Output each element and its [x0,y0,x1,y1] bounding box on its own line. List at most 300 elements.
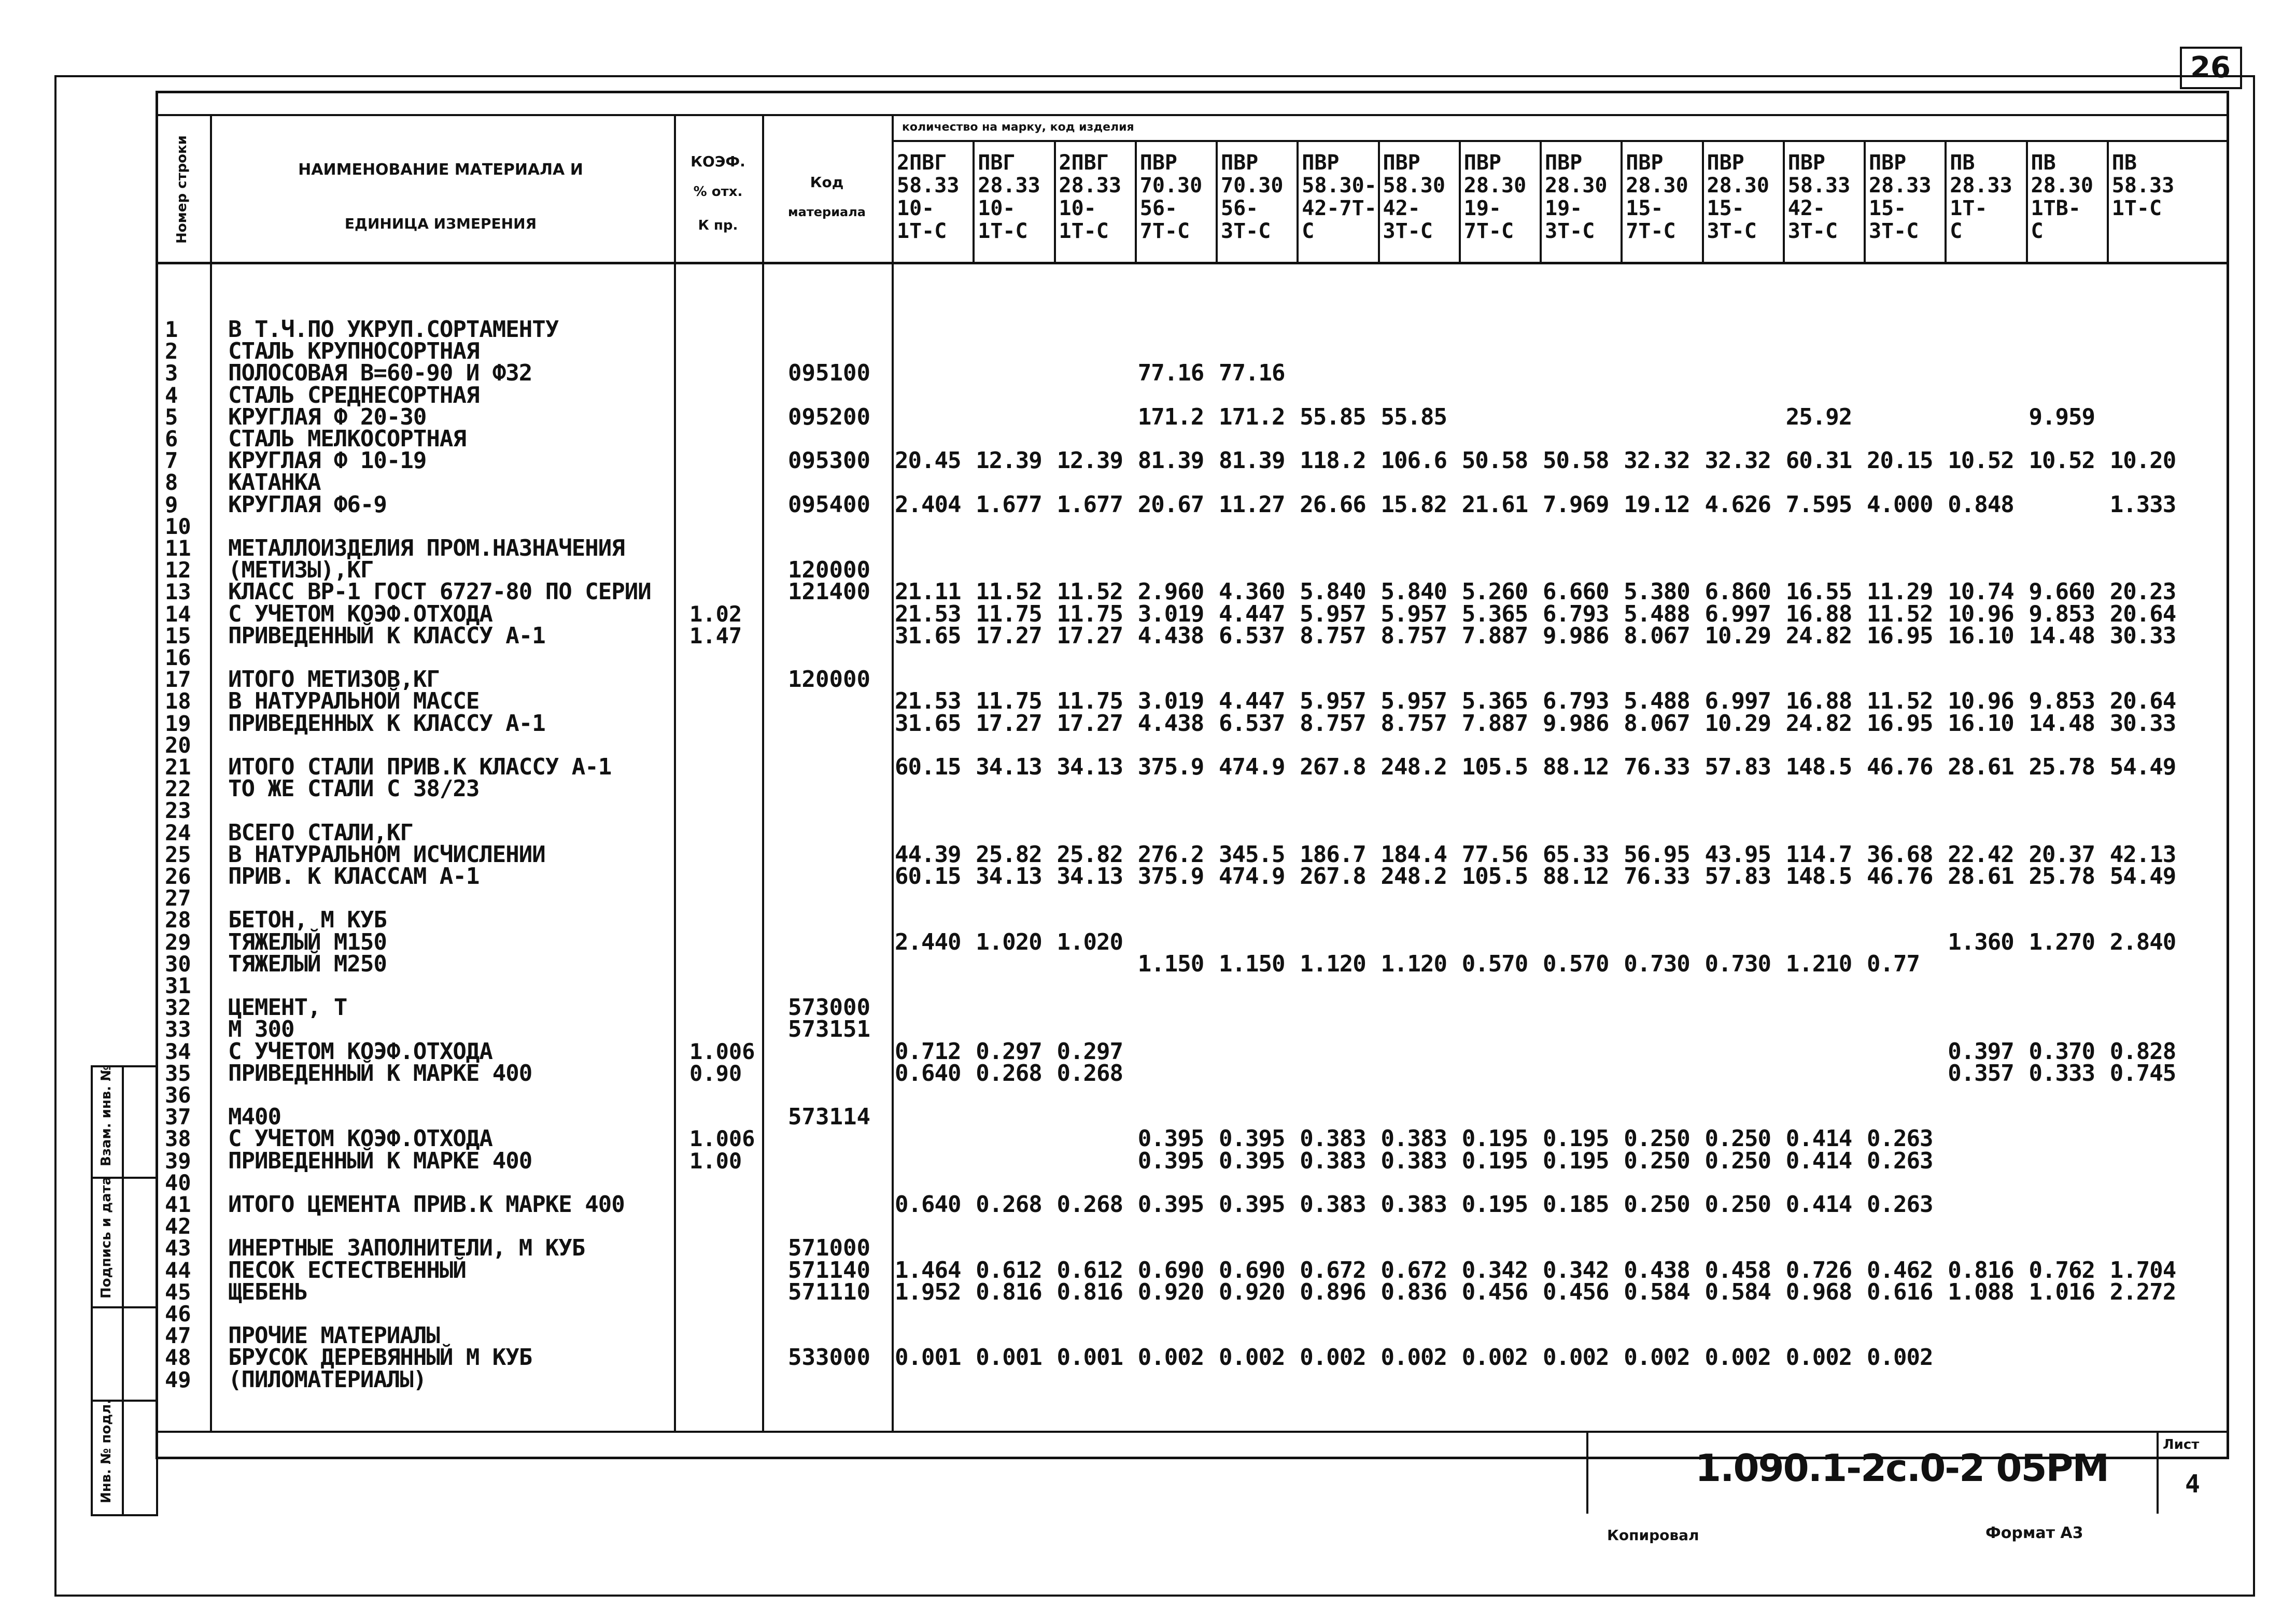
row-quantity-cell: 22.42 [1948,841,2014,868]
column-header-line: 1Т-С [978,219,1028,243]
column-header-line: 70.30 [1221,174,1284,198]
row-quantity-cell: 1.016 [2029,1278,2095,1305]
row-quantity-cell: 28.61 [1948,754,2014,780]
row-quantity-cell: 31.65 [895,710,961,737]
row-quantity-cell: 0.397 [1948,1038,2014,1065]
row-quantity-cell: 16.10 [1948,710,2014,737]
row-material-name: ПОЛОСОВАЯ В=60-90 И Ф32 [228,360,532,387]
row-material-name: КРУГЛАЯ Ф6-9 [228,491,387,518]
row-material-name: ИНЕРТНЫЕ ЗАПОЛНИТЕЛИ, М КУБ [228,1235,585,1262]
row-material-name: ПРИВ. К КЛАССАМ А-1 [228,863,480,890]
row-quantity-cell: 11.52 [1867,688,1933,715]
row-quantity-cell: 0.383 [1381,1191,1447,1218]
row-number: 40 [165,1169,191,1195]
row-quantity-cell: 0.342 [1543,1257,1609,1284]
row-quantity-cell: 0.333 [2029,1060,2095,1087]
row-number: 22 [165,776,191,802]
row-quantity-cell: 88.12 [1543,863,1609,890]
column-header-line: ПВ [1950,151,1975,175]
row-quantity-cell: 0.250 [1624,1125,1690,1152]
row-quantity-cell: 0.395 [1137,1147,1204,1174]
row-quantity-cell: 15.82 [1381,491,1447,518]
row-number: 2 [165,338,178,364]
copied-label: Копировал [1607,1527,1699,1544]
row-quantity-cell: 0.968 [1785,1278,1852,1305]
row-number: 11 [165,535,191,561]
row-quantity-cell: 0.828 [2109,1038,2176,1065]
row-material-name: СТАЛЬ СРЕДНЕСОРТНАЯ [228,382,480,408]
row-number: 5 [165,404,178,430]
row-quantity-cell: 16.95 [1867,710,1933,737]
row-coefficient: 1.006 [689,1038,755,1064]
row-number: 42 [165,1214,191,1239]
row-quantity-cell: 30.33 [2109,710,2176,737]
row-quantity-cell: 20.45 [895,447,961,474]
row-quantity-cell: 0.268 [1057,1191,1123,1218]
column-header-line: 15- [1869,196,1907,220]
row-quantity-cell: 56.95 [1624,841,1690,868]
row-number: 19 [165,710,191,736]
row-number: 48 [165,1345,191,1371]
row-quantity-cell: 267.8 [1300,863,1366,890]
column-header-line: 28.30 [1626,174,1688,198]
column-header-line: 42- [1787,196,1825,220]
row-quantity-cell: 0.456 [1461,1278,1528,1305]
row-quantity-cell: 10.74 [1948,579,2014,605]
row-quantity-cell: 0.612 [976,1257,1042,1284]
row-quantity-cell: 1.120 [1381,950,1447,977]
row-quantity-cell: 6.660 [1543,579,1609,605]
row-quantity-cell: 248.2 [1381,754,1447,780]
row-quantity-cell: 8.067 [1624,622,1690,649]
row-quantity-cell: 0.712 [895,1038,961,1065]
row-material-name: БРУСОК ДЕРЕВЯННЫЙ М КУБ [228,1344,532,1371]
row-number: 4 [165,382,178,408]
row-number: 16 [165,645,191,670]
row-quantity-cell: 0.730 [1624,950,1690,977]
row-quantity-cell: 0.395 [1219,1125,1285,1152]
column-header-line: ПВР [1221,151,1259,175]
row-number: 23 [165,798,191,824]
row-quantity-cell: 11.52 [976,579,1042,605]
row-quantity-cell: 9.986 [1543,710,1609,737]
row-quantity-cell: 0.570 [1461,950,1528,977]
row-quantity-cell: 9.986 [1543,622,1609,649]
column-header-line: 15- [1626,196,1664,220]
column-header-line: 58.30- [1302,174,1377,198]
row-quantity-cell: 57.83 [1705,754,1771,780]
list-number: 4 [2185,1470,2200,1499]
row-quantity-cell: 4.447 [1219,688,1285,715]
row-quantity-cell: 248.2 [1381,863,1447,890]
column-header-line: ПВР [1707,151,1744,175]
column-header-line: 42-7Т- [1302,196,1377,220]
row-quantity-cell: 0.001 [1057,1344,1123,1371]
format-label: Формат А3 [1985,1524,2083,1542]
row-quantity-cell: 118.2 [1300,447,1366,474]
column-header-line: 28.30 [2031,174,2093,198]
row-quantity-cell: 57.83 [1705,863,1771,890]
row-quantity-cell: 0.672 [1300,1257,1366,1284]
row-quantity-cell: 30.33 [2109,622,2176,649]
column-divider [1702,140,1704,262]
column-divider [1135,140,1137,262]
row-quantity-cell: 54.49 [2109,754,2176,780]
row-quantity-cell: 5.957 [1300,600,1366,627]
row-quantity-cell: 43.95 [1705,841,1771,868]
row-quantity-cell: 16.88 [1785,688,1852,715]
column-divider [1378,140,1380,262]
row-quantity-cell: 21.61 [1461,491,1528,518]
row-number: 36 [165,1082,191,1108]
column-header-line: 28.33 [1950,174,2012,198]
row-quantity-cell: 5.840 [1300,579,1366,605]
row-quantity-cell: 21.53 [895,600,961,627]
column-divider [2026,140,2028,262]
row-quantity-cell: 0.690 [1137,1257,1204,1284]
row-quantity-cell: 0.640 [895,1060,961,1087]
row-material-name: КРУГЛАЯ Ф 20-30 [228,403,427,430]
row-quantity-cell: 0.268 [976,1191,1042,1218]
row-quantity-cell: 5.957 [1381,688,1447,715]
column-header-line: С [2031,219,2044,243]
row-quantity-cell: 14.48 [2029,710,2095,737]
row-quantity-cell: 0.438 [1624,1257,1690,1284]
row-quantity-cell: 0.195 [1543,1147,1609,1174]
column-divider [1459,140,1461,262]
row-quantity-cell: 2.404 [895,491,961,518]
column-header-line: 70.30 [1139,174,1203,198]
row-quantity-cell: 6.997 [1705,688,1771,715]
column-header-line: 1ТВ- [2031,196,2081,220]
row-quantity-cell: 1.952 [895,1278,961,1305]
row-quantity-cell: 0.848 [1948,491,2014,518]
row-quantity-cell: 36.68 [1867,841,1933,868]
row-quantity-cell: 0.672 [1381,1257,1447,1284]
sheet-number: 26 [2190,51,2231,84]
column-header-line: 3Т-С [1869,219,1919,243]
column-header-line: 28.30 [1545,174,1608,198]
row-material-name: ПРИВЕДЕННЫЙ К МАРКЕ 400 [228,1147,532,1174]
row-quantity-cell: 0.383 [1300,1191,1366,1218]
row-material-name: МЕТАЛЛОИЗДЕЛИЯ ПРОМ.НАЗНАЧЕНИЯ [228,535,625,561]
row-quantity-cell: 0.263 [1867,1191,1933,1218]
row-quantity-cell: 0.002 [1543,1344,1609,1371]
row-quantity-cell: 77.16 [1219,360,1285,387]
row-quantity-cell: 50.58 [1543,447,1609,474]
row-quantity-cell: 0.612 [1057,1257,1123,1284]
row-quantity-cell: 0.002 [1867,1344,1933,1371]
column-header-line: ПВР [1383,151,1420,175]
row-quantity-cell: 25.82 [976,841,1042,868]
row-quantity-cell: 267.8 [1300,754,1366,780]
row-quantity-cell: 0.002 [1624,1344,1690,1371]
row-material-name: ВСЕГО СТАЛИ,КГ [228,819,413,846]
column-header-line: 56- [1139,196,1177,220]
row-quantity-cell: 7.887 [1461,622,1528,649]
row-quantity-cell: 5.488 [1624,600,1690,627]
row-quantity-cell: 10.52 [1948,447,2014,474]
column-header-line: 1Т-С [1059,219,1109,243]
row-quantity-cell: 1.210 [1785,950,1852,977]
column-divider [1945,140,1947,262]
row-coefficient: 1.02 [689,601,742,627]
row-quantity-cell: 0.250 [1705,1125,1771,1152]
row-number: 33 [165,1017,191,1042]
row-quantity-cell: 20.15 [1867,447,1933,474]
row-quantity-cell: 25.82 [1057,841,1123,868]
column-header-line: 58.33 [897,174,960,198]
row-quantity-cell: 76.33 [1624,863,1690,890]
coef-header-line3: К пр. [698,218,738,233]
row-quantity-cell: 3.019 [1137,688,1204,715]
row-quantity-cell: 0.730 [1705,950,1771,977]
row-quantity-cell: 5.840 [1381,579,1447,605]
row-quantity-cell: 20.67 [1137,491,1204,518]
column-header-line: С [1302,219,1315,243]
row-quantity-cell: 24.82 [1785,710,1852,737]
row-quantity-cell: 6.860 [1705,579,1771,605]
row-material-code: 095200 [788,403,870,430]
row-quantity-cell: 2.440 [895,928,961,955]
row-quantity-cell: 21.11 [895,579,961,605]
row-number: 18 [165,688,191,714]
row-quantity-cell: 6.537 [1219,622,1285,649]
column-divider [1621,140,1623,262]
row-quantity-cell: 32.32 [1624,447,1690,474]
row-number: 30 [165,951,191,977]
row-quantity-cell: 0.745 [2109,1060,2176,1087]
row-quantity-cell: 8.757 [1300,622,1366,649]
row-quantity-cell: 0.726 [1785,1257,1852,1284]
footer-list-divider [2157,1431,2159,1514]
row-quantity-cell: 34.13 [1057,863,1123,890]
row-quantity-cell: 76.33 [1624,754,1690,780]
row-quantity-cell: 0.195 [1543,1125,1609,1152]
row-quantity-cell: 12.39 [1057,447,1123,474]
row-quantity-cell: 28.61 [1948,863,2014,890]
column-header-line: 58.33 [1787,174,1851,198]
row-quantity-cell: 148.5 [1785,754,1852,780]
row-quantity-cell: 0.816 [1057,1278,1123,1305]
column-header-line: 3Т-С [1383,219,1433,243]
row-number: 43 [165,1235,191,1261]
row-number: 13 [165,579,191,605]
row-quantity-cell: 19.12 [1624,491,1690,518]
row-number: 29 [165,929,191,955]
row-quantity-cell: 26.66 [1300,491,1366,518]
row-quantity-cell: 171.2 [1219,403,1285,430]
side-podpis: Подпись и дата [98,1176,114,1299]
row-quantity-cell: 0.357 [1948,1060,2014,1087]
row-quantity-cell: 60.15 [895,754,961,780]
row-quantity-cell: 2.960 [1137,579,1204,605]
row-quantity-cell: 106.6 [1381,447,1447,474]
row-quantity-cell: 0.383 [1300,1125,1366,1152]
row-quantity-cell: 0.250 [1624,1191,1690,1218]
row-quantity-cell: 0.002 [1381,1344,1447,1371]
row-number: 24 [165,820,191,845]
row-quantity-cell: 81.39 [1219,447,1285,474]
row-quantity-cell: 11.29 [1867,579,1933,605]
row-quantity-cell: 0.395 [1219,1147,1285,1174]
row-quantity-cell: 0.268 [1057,1060,1123,1087]
row-quantity-cell: 34.13 [976,863,1042,890]
row-quantity-cell: 105.5 [1461,863,1528,890]
row-quantity-cell: 0.640 [895,1191,961,1218]
row-quantity-cell: 4.438 [1137,622,1204,649]
row-quantity-cell: 0.268 [976,1060,1042,1087]
row-quantity-cell: 148.5 [1785,863,1852,890]
row-quantity-cell: 46.76 [1867,863,1933,890]
row-quantity-cell: 17.27 [1057,710,1123,737]
column-header-line: ПВР [1787,151,1825,175]
row-quantity-cell: 0.395 [1137,1125,1204,1152]
column-header-line: ПВР [1545,151,1583,175]
row-quantity-cell: 11.52 [1867,600,1933,627]
row-quantity-cell: 276.2 [1137,841,1204,868]
column-header-line: 28.30 [1707,174,1769,198]
row-material-name: ПРИВЕДЕННЫЙ К КЛАССУ А-1 [228,622,545,649]
column-divider [1216,140,1218,262]
code-header-line2: материала [788,205,866,219]
row-material-name: СТАЛЬ КРУПНОСОРТНАЯ [228,338,480,365]
row-material-code: 095100 [788,360,870,387]
row-quantity-cell: 0.342 [1461,1257,1528,1284]
row-quantity-cell: 0.195 [1461,1125,1528,1152]
row-quantity-cell: 9.660 [2029,579,2095,605]
row-quantity-cell: 4.360 [1219,579,1285,605]
row-quantity-cell: 1.150 [1137,950,1204,977]
row-coefficient: 1.006 [689,1126,755,1152]
column-header-line: ПВ [2031,151,2056,175]
row-quantity-cell: 77.16 [1137,360,1204,387]
column-header-line: 2ПВГ [897,151,947,175]
row-quantity-cell: 0.896 [1300,1278,1366,1305]
column-header-line: 19- [1463,196,1501,220]
row-quantity-cell: 20.23 [2109,579,2176,605]
row-material-name: М400 [228,1104,281,1131]
row-material-code: 571000 [788,1235,870,1262]
table-bottom [156,1431,2229,1433]
row-quantity-cell: 24.82 [1785,622,1852,649]
row-quantity-cell: 105.5 [1461,754,1528,780]
row-quantity-cell: 2.272 [2109,1278,2176,1305]
row-number: 44 [165,1257,191,1283]
row-quantity-cell: 0.616 [1867,1278,1933,1305]
row-material-name: М 300 [228,1016,294,1043]
name-header-line2: ЕДИНИЦА ИЗМЕРЕНИЯ [344,215,537,232]
row-material-code: 095300 [788,447,870,474]
row-quantity-cell: 8.757 [1300,710,1366,737]
side-vzam: Взам. инв. № [98,1065,114,1166]
column-header-line: 1Т- [1950,196,1988,220]
row-material-name: ИТОГО МЕТИЗОВ,КГ [228,666,440,693]
column-header-line: ПВР [1626,151,1664,175]
column-header-line: С [1950,219,1963,243]
row-material-code: 095400 [788,491,870,518]
row-quantity-cell: 9.959 [2029,403,2095,430]
row-quantity-cell: 5.260 [1461,579,1528,605]
row-quantity-cell: 60.31 [1785,447,1852,474]
row-quantity-cell: 1.020 [976,928,1042,955]
row-quantity-cell: 11.52 [1057,579,1123,605]
row-quantity-cell: 16.55 [1785,579,1852,605]
column-header-line: 42- [1383,196,1420,220]
column-header-line: 3Т-С [1545,219,1595,243]
row-quantity-cell: 31.65 [895,622,961,649]
column-divider [2107,140,2109,262]
row-quantity-cell: 20.64 [2109,600,2176,627]
column-header-line: 7Т-С [1463,219,1514,243]
row-quantity-cell: 0.570 [1543,950,1609,977]
row-quantity-cell: 0.395 [1219,1191,1285,1218]
row-quantity-cell: 25.92 [1785,403,1852,430]
row-material-code: 571140 [788,1257,870,1284]
row-quantity-cell: 0.002 [1300,1344,1366,1371]
row-quantity-cell: 0.383 [1300,1147,1366,1174]
row-coefficient: 1.47 [689,623,742,648]
row-quantity-cell: 16.95 [1867,622,1933,649]
row-material-name: (МЕТИЗЫ),КГ [228,557,374,584]
row-material-name: ТЯЖЕЛЫЙ М250 [228,950,387,977]
row-quantity-cell: 4.626 [1705,491,1771,518]
row-quantity-cell: 44.39 [895,841,961,868]
row-quantity-cell: 12.39 [976,447,1042,474]
row-quantity-cell: 0.250 [1624,1147,1690,1174]
row-number: 8 [165,470,178,496]
row-quantity-cell: 0.195 [1461,1147,1528,1174]
row-material-name: ИТОГО ЦЕМЕНТА ПРИВ.К МАРКЕ 400 [228,1191,625,1218]
column-divider [1864,140,1866,262]
row-quantity-cell: 60.15 [895,863,961,890]
row-quantity-cell: 0.002 [1705,1344,1771,1371]
row-number: 6 [165,426,178,452]
row-material-name: СТАЛЬ МЕЛКОСОРТНАЯ [228,426,466,452]
footer-divider [1586,1431,1588,1514]
row-quantity-cell: 2.840 [2109,928,2176,955]
header-top [156,114,2229,116]
column-header-line: 7Т-С [1139,219,1190,243]
row-material-code: 120000 [788,666,870,693]
code-header-line1: Код [810,174,844,191]
row-material-code: 571110 [788,1278,870,1305]
column-header-line: 19- [1545,196,1583,220]
row-number: 12 [165,557,191,583]
row-number: 46 [165,1301,191,1327]
row-material-name: КРУГЛАЯ Ф 10-19 [228,447,427,474]
row-material-name: ПРИВЕДЕННЫХ К КЛАССУ А-1 [228,710,545,737]
row-material-name: ТЯЖЕЛЫЙ М150 [228,928,387,955]
row-quantity-cell: 0.297 [976,1038,1042,1065]
column-header-line: 28.33 [978,174,1040,198]
column-header-line: ПВР [1302,151,1340,175]
row-quantity-cell: 34.13 [1057,754,1123,780]
row-quantity-cell: 5.488 [1624,688,1690,715]
row-quantity-cell: 54.49 [2109,863,2176,890]
row-material-name: КАТАНКА [228,469,321,496]
header-subline [892,140,2229,142]
row-quantity-cell: 184.4 [1381,841,1447,868]
row-quantity-cell: 1.270 [2029,928,2095,955]
row-quantity-cell: 46.76 [1867,754,1933,780]
row-quantity-cell: 5.957 [1381,600,1447,627]
row-number: 1 [165,317,178,342]
row-quantity-cell: 0.836 [1381,1278,1447,1305]
row-quantity-cell: 0.195 [1461,1191,1528,1218]
row-quantity-cell: 0.462 [1867,1257,1933,1284]
row-material-name: В НАТУРАЛЬНОМ ИСЧИСЛЕНИИ [228,841,545,868]
